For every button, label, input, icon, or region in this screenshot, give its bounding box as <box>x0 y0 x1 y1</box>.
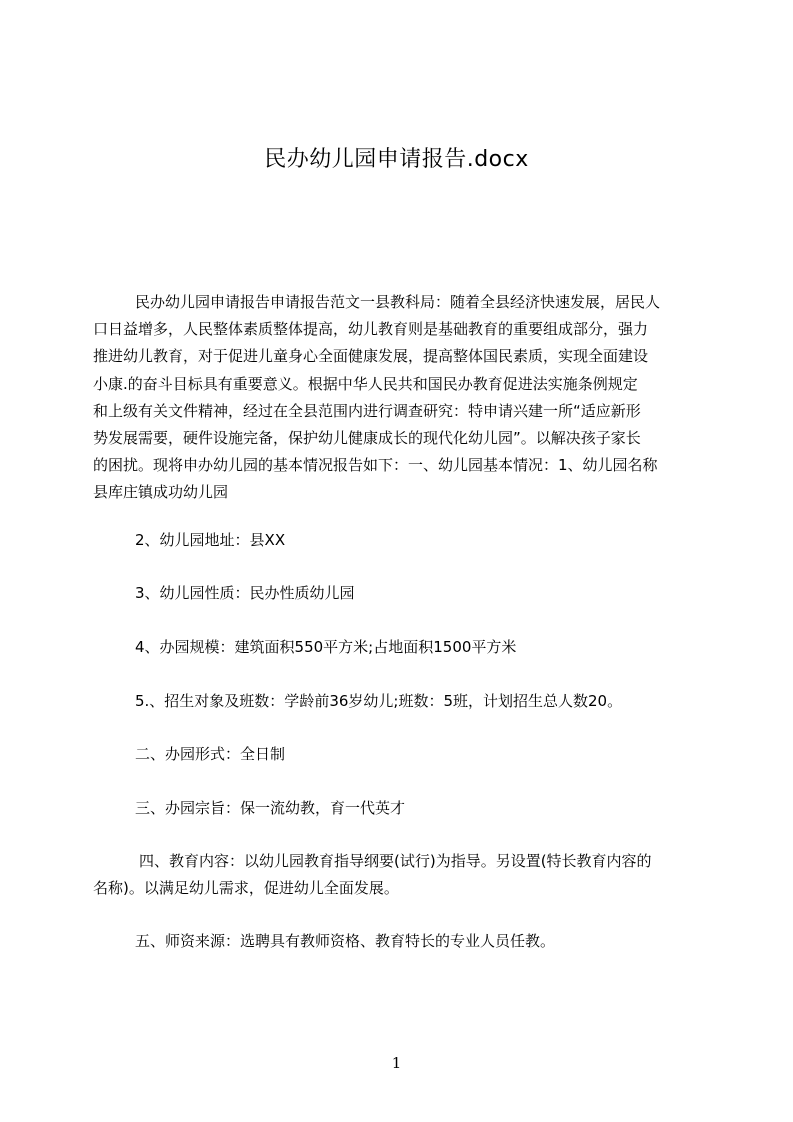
document-title: 民办幼儿园申请报告.docx <box>264 147 529 172</box>
item-purpose: 三、办园宗旨：保一流幼教，育一代英才 <box>135 799 406 817</box>
item-enrollment: 5.、招生对象及班数：学龄前36岁幼儿;班数：5班，计划招生总人数20。 <box>135 692 623 710</box>
intro-line: 的困扰。现将申办幼儿园的基本情况报告如下：一、幼儿园基本情况：1、幼儿园名称 <box>93 456 658 475</box>
page-number: 1 <box>391 1054 402 1072</box>
intro-line: 推进幼儿教育，对于促进儿童身心全面健康发展，提高整体国民素质，实现全面建设 <box>93 347 649 366</box>
item-address: 2、幼儿园地址：县XX <box>135 531 286 549</box>
intro-line: 县库庄镇成功幼儿园 <box>93 483 229 502</box>
item-scale: 4、办园规模：建筑面积550平方米;占地面积1500平方米 <box>135 638 517 656</box>
intro-line: 口日益增多，人民整体素质整体提高，幼儿教育则是基础教育的重要组成部分，强力 <box>93 320 649 339</box>
education-content-line: 名称)。以满足幼儿需求，促进幼儿全面发展。 <box>93 879 399 897</box>
intro-line: 和上级有关文件精神，经过在全县范围内进行调查研究：特申请兴建一所“适应新形 <box>93 401 641 420</box>
education-content-line: 四、教育内容：以幼儿园教育指导纲要(试行)为指导。另设置(特长教育内容的 <box>139 852 652 870</box>
intro-line: 小康.的奋斗目标具有重要意义。根据中华人民共和国民办教育促进法实施条例规定 <box>93 374 638 393</box>
intro-line: 势发展需要，硬件设施完备，保护幼儿健康成长的现代化幼儿园”。以解决孩子家长 <box>93 428 641 447</box>
intro-paragraph <box>93 289 697 507</box>
item-form: 二、办园形式：全日制 <box>135 745 286 763</box>
item-nature: 3、幼儿园性质：民办性质幼儿园 <box>135 584 355 602</box>
education-content-paragraph <box>93 848 697 902</box>
intro-line: 民办幼儿园申请报告申请报告范文一县教科局：随着全县经济快速发展，居民人 <box>135 293 661 311</box>
item-teachers: 五、师资来源：选聘具有教师资格、教育特长的专业人员任教。 <box>135 932 556 950</box>
